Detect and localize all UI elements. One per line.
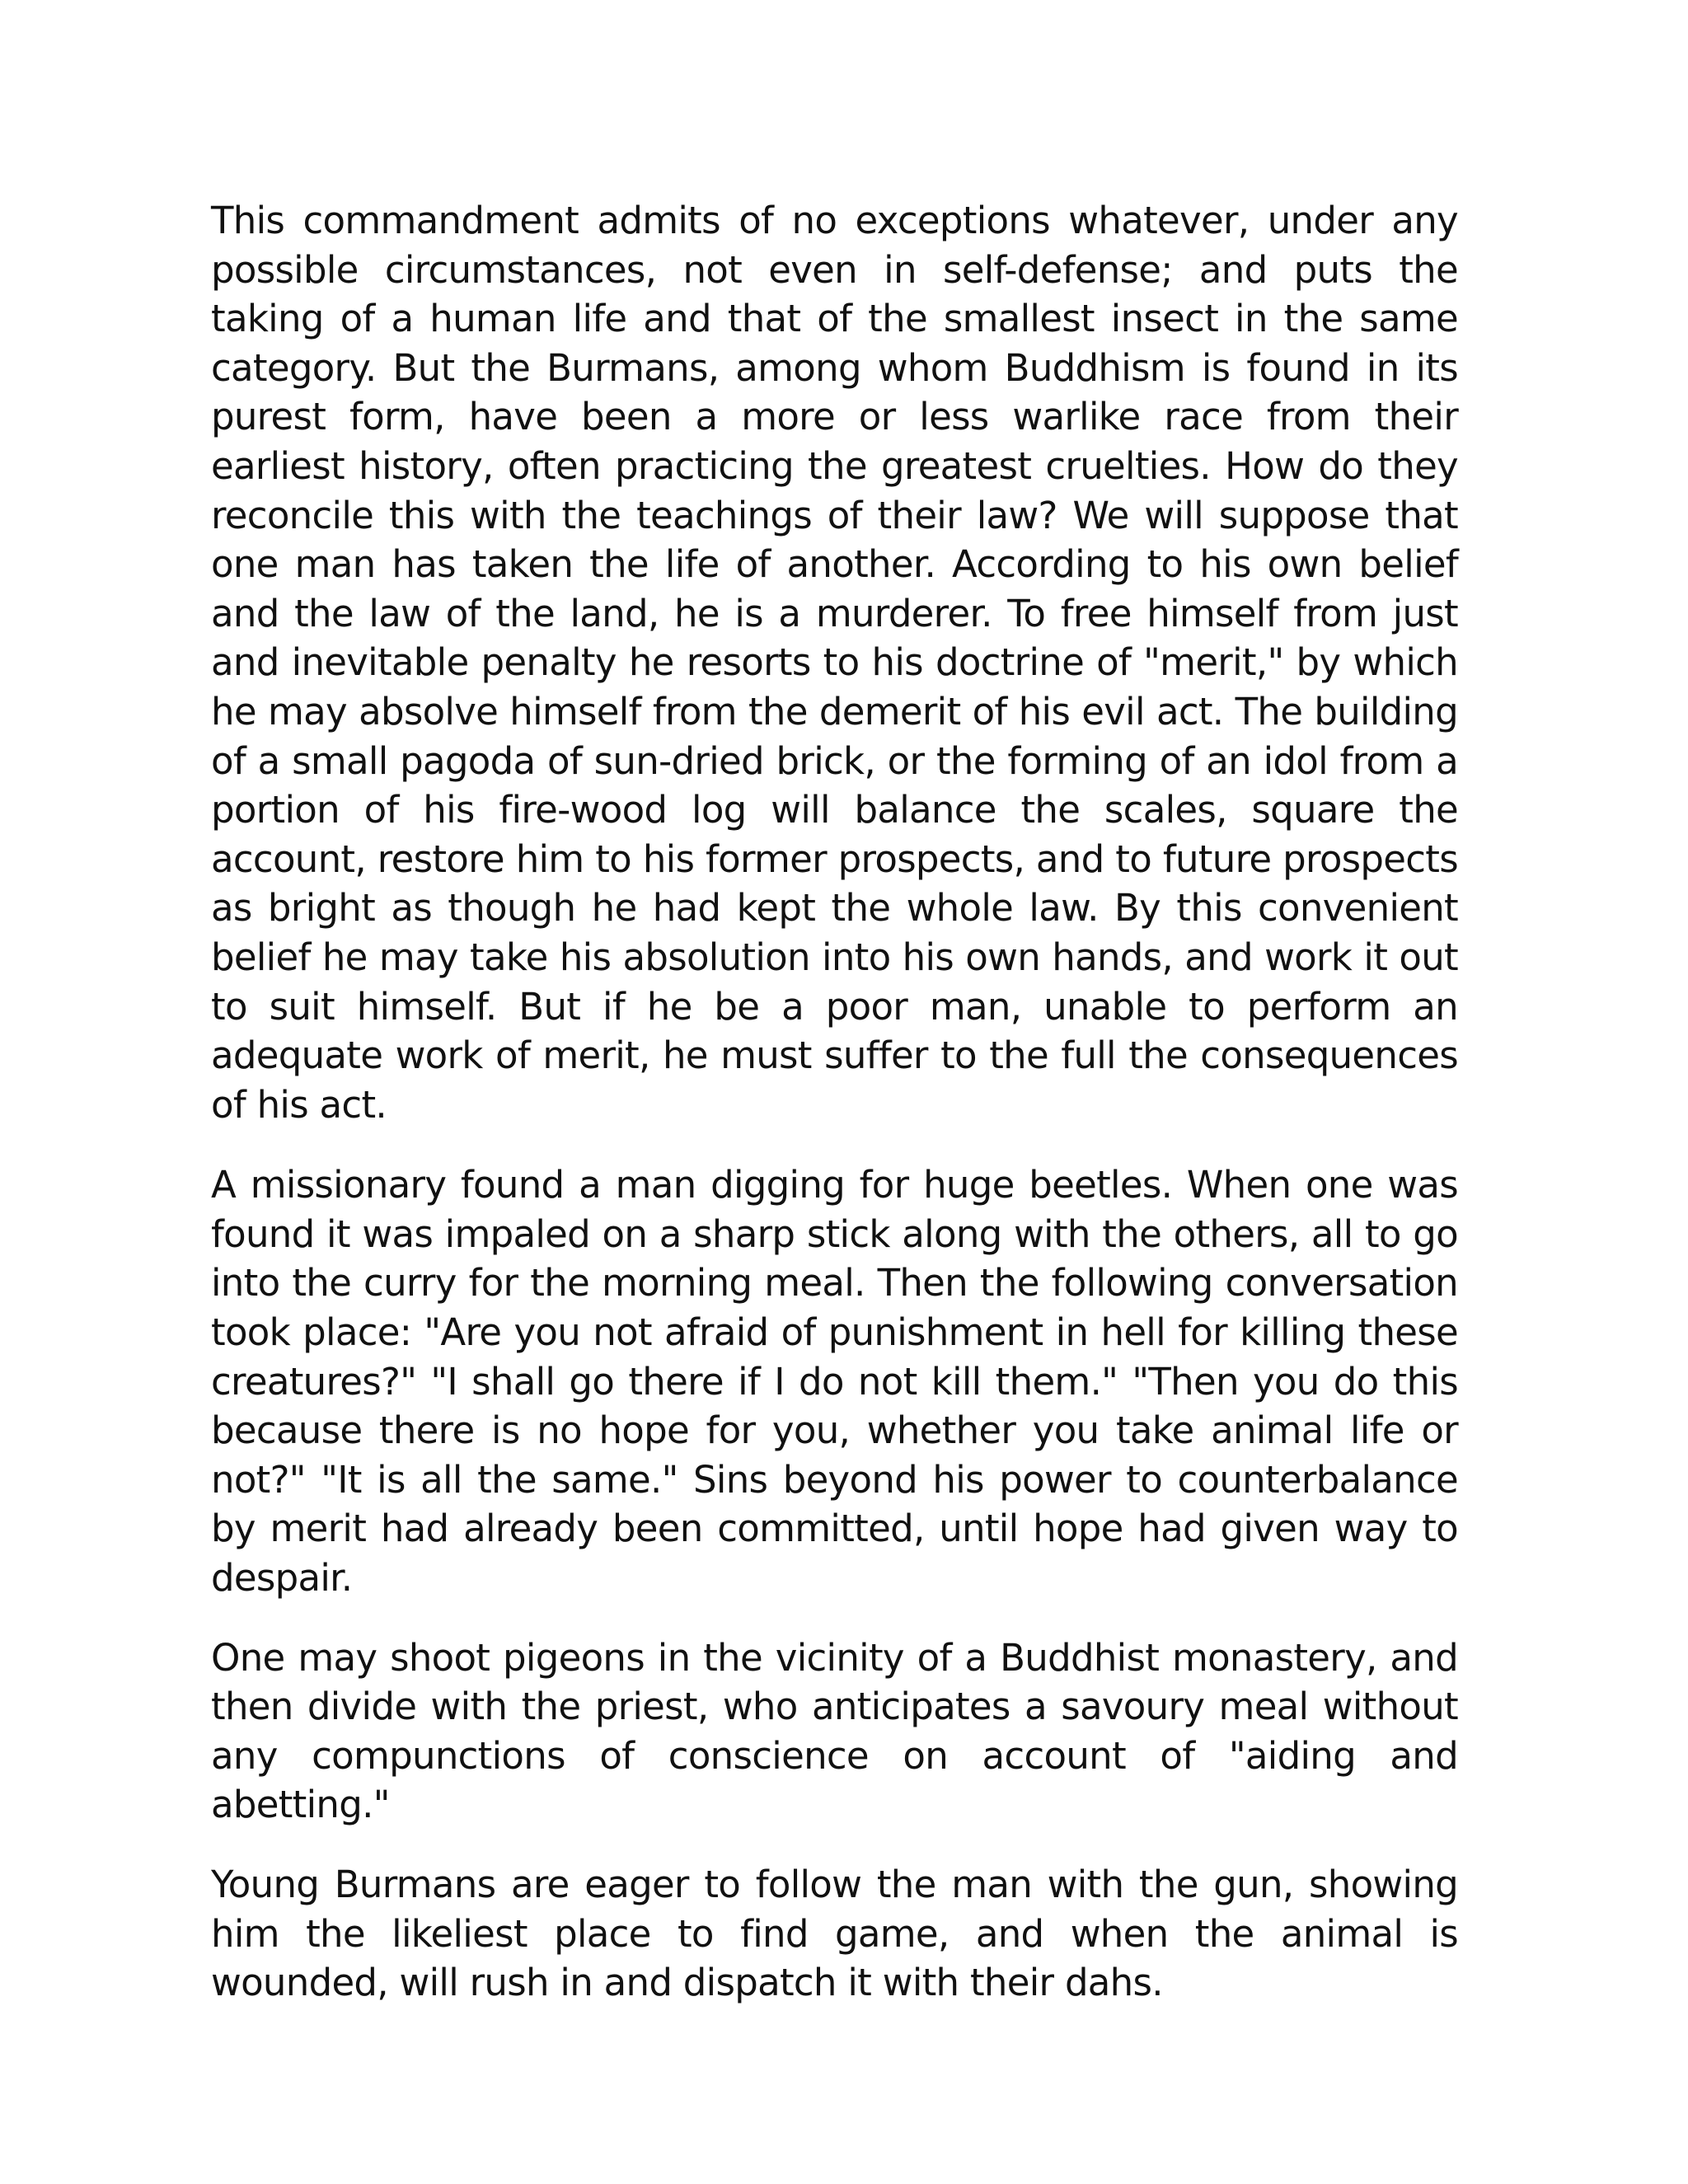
paragraph-4: Young Burmans are eager to follow the man with the gun, showing him the likeliest place to find game, and when the animal is wounded, will rush in and dispatch it with their dahs. — [211, 1863, 1458, 2005]
body-text — [211, 196, 1458, 2008]
paragraph-3: One may shoot pigeons in the vicinity of a Buddhist monastery, and then divide with the priest, who anticipates a savoury meal without any compunctions of conscience on account of "aiding and abetting." — [211, 1635, 1458, 1827]
paragraph-2: A missionary found a man digging for huge beetles. When one was found it was impaled on a sharp stick along with the others, all to go into the curry for the morning meal. Then the following conversation took place: "Are you not afraid of punishment in hell for killing these creatures?" "I shall go there if I do not kill them." "Then you do this because there is no hope for you, whether you take animal life or not?" "It is all the same." Sins beyond his power to counterbalance by merit had already been committed, until hope had given way to despair. — [211, 1163, 1458, 1601]
paragraph-1: This commandment admits of no exceptions whatever, under any possible circumstances, not even in self-defense; and puts the taking of a human life and that of the smallest insect in the same category. But the Burmans, among whom Buddhism is found in its purest form, have been a more or less warlike race from their earliest history, often practicing the greatest cruelties. How do they reconcile this with the teachings of their law? We will suppose that one man has taken the life of another. According to his own belief and the law of the land, he is a murderer. To free himself from just and inevitable penalty he resorts to his doctrine of "merit," by which he may absolve himself from the demerit of his evil act. The building of a small pagoda of sun-dried brick, or the forming of an idol from a portion of his fire-wood log will balance the scales, square the account, restore him to his former prospects, and to future prospects as bright as though he had kept the whole law. By this convenient belief he may take his absolution into his own hands, and work it out to suit himself. But if he be a poor man, unable to perform an adequate work of merit, he must suffer to the full the consequences of his act. — [211, 199, 1458, 1127]
